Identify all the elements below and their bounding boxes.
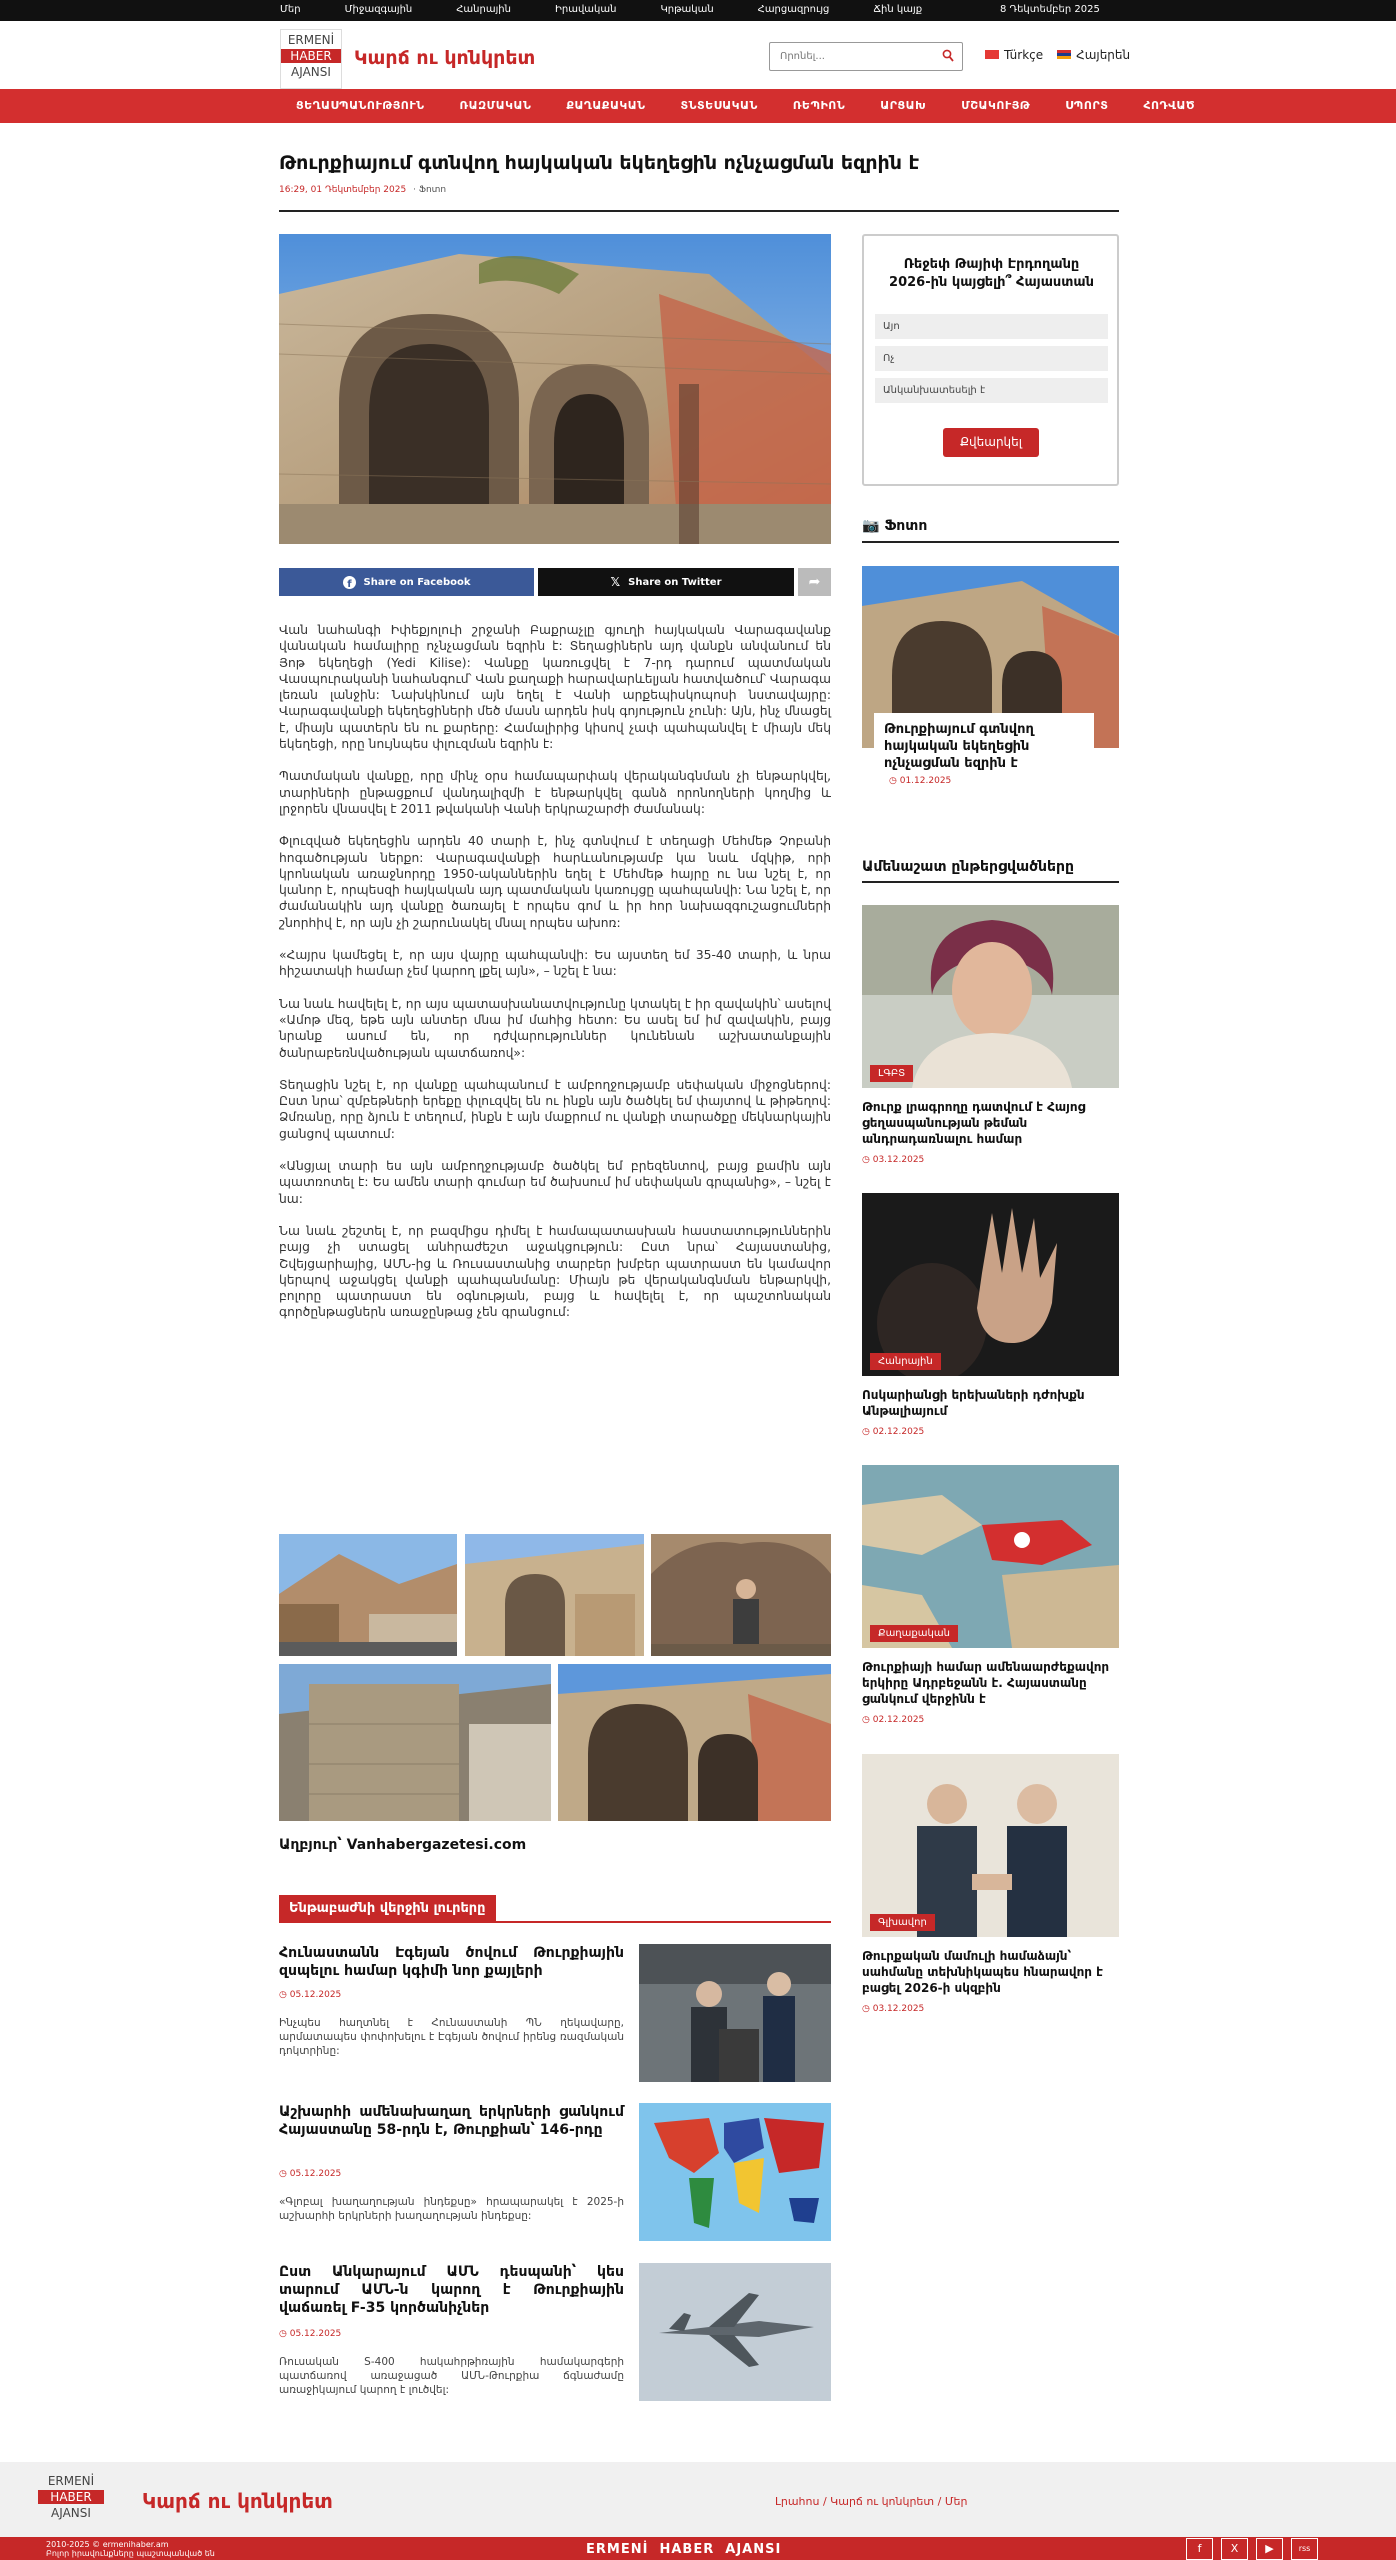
nav-item-culture[interactable]: ՄՇԱԿՈՒՅԹ — [961, 99, 1031, 112]
armenia-flag-icon — [1057, 50, 1071, 59]
article-category-label: Ֆոտո — [418, 185, 447, 195]
article-paragraph: Պատմական վանքը, որը մինչ օրս համապարփակ վերականգնման չի ենթարկվել, տարիների ընթացքում վանդալիզմի է ենթարկվել գանձ որոնողների կողմից և լրջորեն վնասվել է 2011 թվականի Վանի երկրաշարժի ժամանակ: — [279, 769, 831, 816]
vote-button[interactable]: Քվեարկել — [943, 428, 1039, 457]
copyright-line-2: Բոլոր իրավունքները պաշտպանված են — [46, 2549, 215, 2558]
clock-icon: ◷ — [862, 1155, 870, 1165]
poll-question: Ռեջեփ Թայիփ Էրդողանը 2026-ին կայցելի՞ Հայաստան — [889, 257, 1094, 290]
officials-photo — [639, 1944, 831, 2082]
site-header — [0, 21, 1396, 89]
search-icon[interactable] — [942, 49, 954, 63]
photo-section-title — [862, 518, 927, 534]
related-item-date-label: 05.12.2025 — [289, 1990, 342, 2000]
footer-brand: ERMENİ HABER AJANSI — [586, 2542, 782, 2557]
lang-armenian-label: Հայերեն — [1076, 48, 1131, 62]
nav-item-economy[interactable]: ՏՆՏԵՍԱԿԱՆ — [680, 99, 758, 112]
nav-item-genocide[interactable]: ՑԵՂԱՍՊԱՆՈՒԹՅՈՒՆ — [296, 99, 425, 112]
journalist-portrait-photo — [862, 905, 1119, 1088]
popular-item-image[interactable] — [862, 1193, 1119, 1376]
article-paragraph: Նա նաև հավելել է, որ այս պատասխանատվությունը կտակել է իր զավակին՝ ասելով «Ամոթ մեզ, եթե այն անտեր մնա իմ մահից հետո: Ես ասել եմ իմ զավակին, բայց նրանք ասում են, որ դժվարություններ կունենան աշխատանքային ծանրաբեռնվածության պատճառով»: — [279, 996, 831, 1060]
share-twitter-label: Share on Twitter — [628, 576, 722, 588]
clock-icon: ◷ — [889, 776, 897, 786]
photo-card-caption[interactable]: Թուրքիայում գտնվող հայկական եկեղեցին ոչնչացման եզրին է — [874, 713, 1094, 773]
church-arches-photo — [558, 1664, 831, 1821]
article-meta — [279, 185, 446, 195]
article-body — [279, 622, 831, 1337]
popular-item-title[interactable]: Թուրքական մամուլի համաձայն՝ սահմանը տեխնիկապես հնարավոր է բացել 2026-ի սկզբին — [862, 1949, 1103, 1995]
popular-item-title[interactable]: Թուրքիայի համար ամենաարժեքավոր երկիրը Ադրբեջանն է. Հայաստանը ցանկում վերջինն է — [862, 1660, 1110, 1706]
gallery-image[interactable] — [279, 1664, 551, 1821]
current-date: 8 Դեկտեմբեր 2025 — [1000, 4, 1100, 15]
related-item-date — [279, 2329, 341, 2339]
clock-icon: ◷ — [862, 2004, 870, 2014]
popular-item-date-label: 02.12.2025 — [872, 1427, 925, 1437]
related-item[interactable] — [279, 2263, 831, 2403]
clock-icon: ◷ — [279, 2329, 287, 2339]
article-paragraph: Փլուզված եկեղեցին արդեն 40 տարի է, ինչ գտնվում է տեղացի Մեհմեթ Չոբանի հոգածության ներքո: Վարագավանքի հարևանությամբ կա նաև մզկիթ, որի կրոնական առաջնորդը 1950-ականներին եղել է Մեհմեթ հայրը ու նա նշել է, որ կանոր է, որպեսզի հայկական այդ պատմական կառույցը պահպանվի: Նա նշել է, որ ժամանակին այդ վանքը ծառայել է որպես գոմ և իր հոր նախազգուշացումների շնորհիվ է, որ այն չի շարունակել մնալ որպես ախոռ: — [279, 834, 831, 930]
photo-card-date-label: 01.12.2025 — [899, 776, 952, 786]
related-item-title[interactable]: Աշխարհի ամենախաղաղ երկրների ցանկում Հայաստանը 58-րդն է, Թուրքիան՝ 146-րդը — [279, 2104, 624, 2138]
top-bar — [0, 0, 1396, 21]
article-paragraph: Նա նաև շեշտել է, որ բազմիցս դիմել է համապատասխան հաստատություններին բայց չի ստացել անհրաժեշտ աջակցություն: Ըստ նրա՝ Հայաստանից, Շվեյցարիայից, ԱՄՆ-ից և Ռուսաստանից տարբեր խմբեր պատրաստ են կամավոր կերպով աջակցել վանքի պահպանմանը: Միայն թե վերականգնման ենթարկվի, բոլորը պատրաստ են օգնության, բայց և հավելել է, որ պաշտոնական գործընթացներն առաջընթաց չեն գրանցում: — [279, 1223, 831, 1320]
article-datetime: 16:29, 01 Դեկտեմբեր 2025 — [279, 185, 407, 195]
footer-logo-line-3: AJANSI — [51, 2506, 91, 2520]
logo-line-1: ERMENİ — [287, 33, 335, 47]
share-more-button[interactable] — [798, 568, 831, 596]
nav-item-artsakh[interactable]: ԱՐՑԱԽ — [880, 99, 927, 112]
popular-item-badge[interactable]: Գլխավոր — [870, 1914, 935, 1931]
gallery-image[interactable] — [651, 1534, 831, 1656]
photo-section-title-label: Ֆոտո — [884, 518, 928, 534]
main-nav — [0, 89, 1396, 123]
related-item-date — [279, 1990, 341, 2000]
nav-item-sport[interactable]: ՍՊՈՐՏ — [1065, 99, 1109, 112]
bottom-bar — [0, 2537, 1396, 2560]
site-footer — [0, 2462, 1396, 2537]
poll-option-unpredictable[interactable]: Անկանխատեսելի է — [875, 378, 1108, 403]
related-item-image[interactable] — [639, 2263, 831, 2401]
top-link-legal[interactable]: Իրավական — [554, 4, 617, 15]
photo-section-rule — [862, 541, 1119, 543]
footer-breadcrumb: Լրահոս / Կարճ ու կոնկրետ / Մեր — [775, 2495, 968, 2508]
popular-item-image[interactable] — [862, 1465, 1119, 1648]
copyright-line-1: 2010-2025 © ermenihaber.am — [46, 2540, 169, 2549]
nav-item-military[interactable]: ՌԱԶՄԱԿԱՆ — [459, 99, 532, 112]
clock-icon: ◷ — [279, 1990, 287, 2000]
poll-option-no[interactable]: Ոչ — [875, 346, 1108, 371]
related-news-heading — [279, 1895, 831, 1923]
popular-item-date — [862, 1427, 924, 1437]
footer-link-feed[interactable]: Լրահոս — [775, 2495, 820, 2508]
nav-item-region[interactable]: ՌԵՊԻՈՆ — [792, 99, 846, 112]
popular-item-date-label: 03.12.2025 — [872, 1155, 925, 1165]
popular-item-date — [862, 2004, 924, 2014]
share-twitter-button[interactable] — [538, 568, 794, 596]
site-title[interactable]: Կարճ ու կոնկրետ — [354, 47, 536, 69]
popular-section-title: Ամենաշատ ընթերցվածները — [862, 859, 1074, 875]
article-hero-image — [279, 234, 831, 544]
site-logo[interactable] — [280, 29, 342, 89]
facebook-icon — [343, 576, 356, 589]
related-item-excerpt: Ինչպես հաղտնել է Հունաստանի ՊՆ ղեկավարը, արմատապես փոփոխելու է Էգեյան ծովում իրենց ռազմական դոկտրինը: — [279, 2017, 624, 2057]
poll-option-yes[interactable]: Այո — [875, 314, 1108, 339]
related-item[interactable] — [279, 2103, 831, 2243]
article-paragraph: «Հայրս կամեցել է, որ այս վայրը պահպանվի: Ես այստեղ եմ 35-40 տարի, և նրա հիշատակի համար չեմ կարող լքել այն», – նշել է նա: — [279, 948, 831, 979]
top-link-education[interactable]: Կրթական — [660, 4, 714, 15]
svg-text:f: f — [346, 578, 352, 589]
nav-item-article[interactable]: ՀՈԴՎԱԾ — [1143, 99, 1196, 112]
x-icon: 𝕏 — [610, 575, 621, 589]
article-paragraph: Տեղացին նշել է, որ վանքը պահպանում է ամբողջությամբ սեփական միջոցներով: Ըստ նրա՝ զմբեթների երեքը փլուզվել են ու ինքն այն ծածկել եմ փայտով և թիթեղով: Ձմռանը, որը ձյուն է տեղում, ինքն է այն մաքրում ու վանքի տարածքը մեկնարկային ցանցով պատում: — [279, 1077, 831, 1141]
gallery-image[interactable] — [465, 1534, 644, 1656]
share-facebook-button[interactable] — [279, 568, 534, 596]
lang-turkish-label: Türkçe — [1004, 48, 1044, 62]
article-paragraph: «Անցյալ տարի ես այն ամբողջությամբ ծածկել եմ բրեզենտով, բայց քամին այն պատռոտել է: Ես ամեն տարի գումար եմ ծախսում իմ սեփական գրպանից», – նշել է նա: — [279, 1159, 831, 1206]
related-item-date-label: 05.12.2025 — [289, 2329, 342, 2339]
related-item[interactable] — [279, 1944, 831, 2084]
top-link-old-site[interactable]: Ճին կայք — [873, 4, 923, 15]
logo-line-3: AJANSI — [291, 65, 331, 79]
popular-item-date-label: 02.12.2025 — [872, 1715, 925, 1725]
clock-icon: ◷ — [862, 1715, 870, 1725]
top-link-interview[interactable]: Հարցազրույց — [757, 4, 830, 15]
popular-section-rule — [862, 881, 1119, 883]
article-category[interactable]: · Ֆոտո — [413, 185, 447, 195]
search-input[interactable] — [770, 43, 930, 70]
related-item-date — [279, 2169, 341, 2179]
popular-item-image[interactable] — [862, 1754, 1119, 1937]
gallery-image[interactable] — [558, 1664, 831, 1821]
camera-icon: 📷 — [862, 518, 880, 534]
x-icon[interactable]: X — [1221, 2538, 1248, 2560]
footer-logo[interactable] — [38, 2471, 104, 2531]
child-hand-photo — [862, 1193, 1119, 1376]
top-link-mer[interactable]: Մեր — [280, 4, 301, 15]
social-links — [1186, 2538, 1318, 2560]
top-links — [280, 4, 966, 15]
photo-card-date — [889, 776, 951, 786]
popular-item-badge[interactable]: Հանրային — [870, 1353, 941, 1370]
poll-widget — [862, 234, 1119, 486]
article-paragraph: Վան նահանգի Իփեքյոլուի շրջանի Բաքրաչլը գյուղի հայկական Վարագավանք վանական համալիրը ոչնչացման եզրին է: Տեղացիներն այդ վանքն անվանում են Յոթ եկեղեցի (Yedi Kilise): Վանքը կառուցվել է 7-րդ դարում պատմական Վասպուրականի նահանգում՝ Վան քաղաքի հարավարևելյան հատվածում՝ Վարագա լեռան լանջին: Նախկինում այն եղել է Վանի արքեպիսկոպոսի նստավայրը: Վարագավանքի եկեղեցիների մեծ մասն արդեն իսկ գոյություն չունի: Այն, ինչ մնացել է, միայն պատերն են ու քարերը: Համալիրից կիսով չափ պահպանվել է միայն մեկ եկեղեցի, որը նույնպես փլուզման եզրին է: — [279, 623, 831, 752]
related-news-heading-label: Ենթաբաժնի վերջին լուրերը — [279, 1895, 496, 1922]
lang-armenian[interactable] — [1057, 48, 1130, 62]
nav-item-politics[interactable]: ՔԱՂԱՔԱԿԱՆ — [566, 99, 646, 112]
clock-icon: ◷ — [862, 1427, 870, 1437]
related-item-image[interactable] — [639, 2103, 831, 2241]
popular-item-date-label: 03.12.2025 — [872, 2004, 925, 2014]
gallery-image[interactable] — [279, 1534, 457, 1656]
youtube-icon[interactable]: ▶ — [1256, 2538, 1283, 2560]
share-icon: ➦ — [808, 574, 821, 590]
footer-logo-line-2: HABER — [38, 2490, 104, 2504]
turkey-map-photo — [862, 1465, 1119, 1648]
popular-item-title[interactable]: Թուրք լրագրողը դատվում է Հայոց ցեղասպանության թեման անդրադառնալու համար — [862, 1100, 1086, 1146]
church-ruins-photo — [279, 234, 831, 544]
village-house-photo — [279, 1534, 457, 1656]
footer-title: Կարճ ու կոնկրետ — [142, 2489, 333, 2513]
related-item-excerpt: «Գլոբալ խաղաղության ինդեքսը» հրապարակել է 2025-ի աշխարհի երկրների խաղաղության ինդեքսը: — [279, 2196, 624, 2222]
copyright — [46, 2540, 215, 2558]
clock-icon: ◷ — [279, 2169, 287, 2179]
article-source: Աղբյուր՝ Vanhabergazetesi.com — [279, 1837, 527, 1853]
related-item-image[interactable] — [639, 1944, 831, 2082]
ruins-wall-photo — [465, 1534, 644, 1656]
popular-item-badge[interactable]: Քաղաքական — [870, 1625, 958, 1642]
fighter-jet-photo — [639, 2263, 831, 2401]
leaders-handshake-photo — [862, 1754, 1119, 1937]
language-switcher — [985, 48, 1130, 62]
related-item-title[interactable]: Հունաստանն Էգեյան ծովում Թուրքիային զսպելու համար կգիմի նոր քայլերի — [279, 1945, 624, 1979]
rss-icon[interactable]: rss — [1291, 2538, 1318, 2560]
footer-link-mer[interactable]: Մեր — [944, 2495, 968, 2508]
flags-world-map-photo — [639, 2103, 831, 2241]
article-title: Թուրքիայում գտնվող հայկական եկեղեցին ոչնչացման եզրին է — [279, 152, 920, 174]
logo-line-2: HABER — [281, 49, 341, 63]
footer-logo-line-1: ERMENİ — [47, 2474, 95, 2488]
turkey-flag-icon — [985, 50, 999, 59]
footer-link-short[interactable]: Կարճ ու կոնկրետ — [830, 2495, 935, 2508]
related-item-excerpt: Ռուսական S-400 հակահրթիռային համակարգերի պատճառով առաջացած ԱՄՆ-Թուրքիա ճգնաժամը առաջիկայում կարող է լուծվել: — [279, 2356, 624, 2396]
share-facebook-label: Share on Facebook — [363, 576, 471, 588]
facebook-icon[interactable]: f — [1186, 2538, 1213, 2560]
popular-item-image[interactable] — [862, 905, 1119, 1088]
popular-item-badge[interactable]: ԼԳԲՏ — [870, 1065, 913, 1082]
caretaker-photo — [651, 1534, 831, 1656]
title-divider — [279, 210, 1119, 212]
search-box — [769, 42, 963, 71]
related-item-date-label: 05.12.2025 — [289, 2169, 342, 2179]
popular-item-date — [862, 1715, 924, 1725]
popular-item-title[interactable]: Ոսկարիանցի երեխաների դժոխքն Անթալիայում — [862, 1388, 1085, 1418]
related-item-title[interactable]: Ըստ Անկարայում ԱՄՆ դեսպանի՝ կես տարում ԱՄՆ-ն կարող է Թուրքիային վաճառել F-35 կործանիչներ — [279, 2264, 624, 2316]
church-wall-photo — [279, 1664, 551, 1821]
lang-turkish[interactable] — [985, 48, 1043, 62]
popular-item-date — [862, 1155, 924, 1165]
top-link-international[interactable]: Միջազգային — [344, 4, 413, 15]
top-link-public[interactable]: Հանրային — [456, 4, 511, 15]
